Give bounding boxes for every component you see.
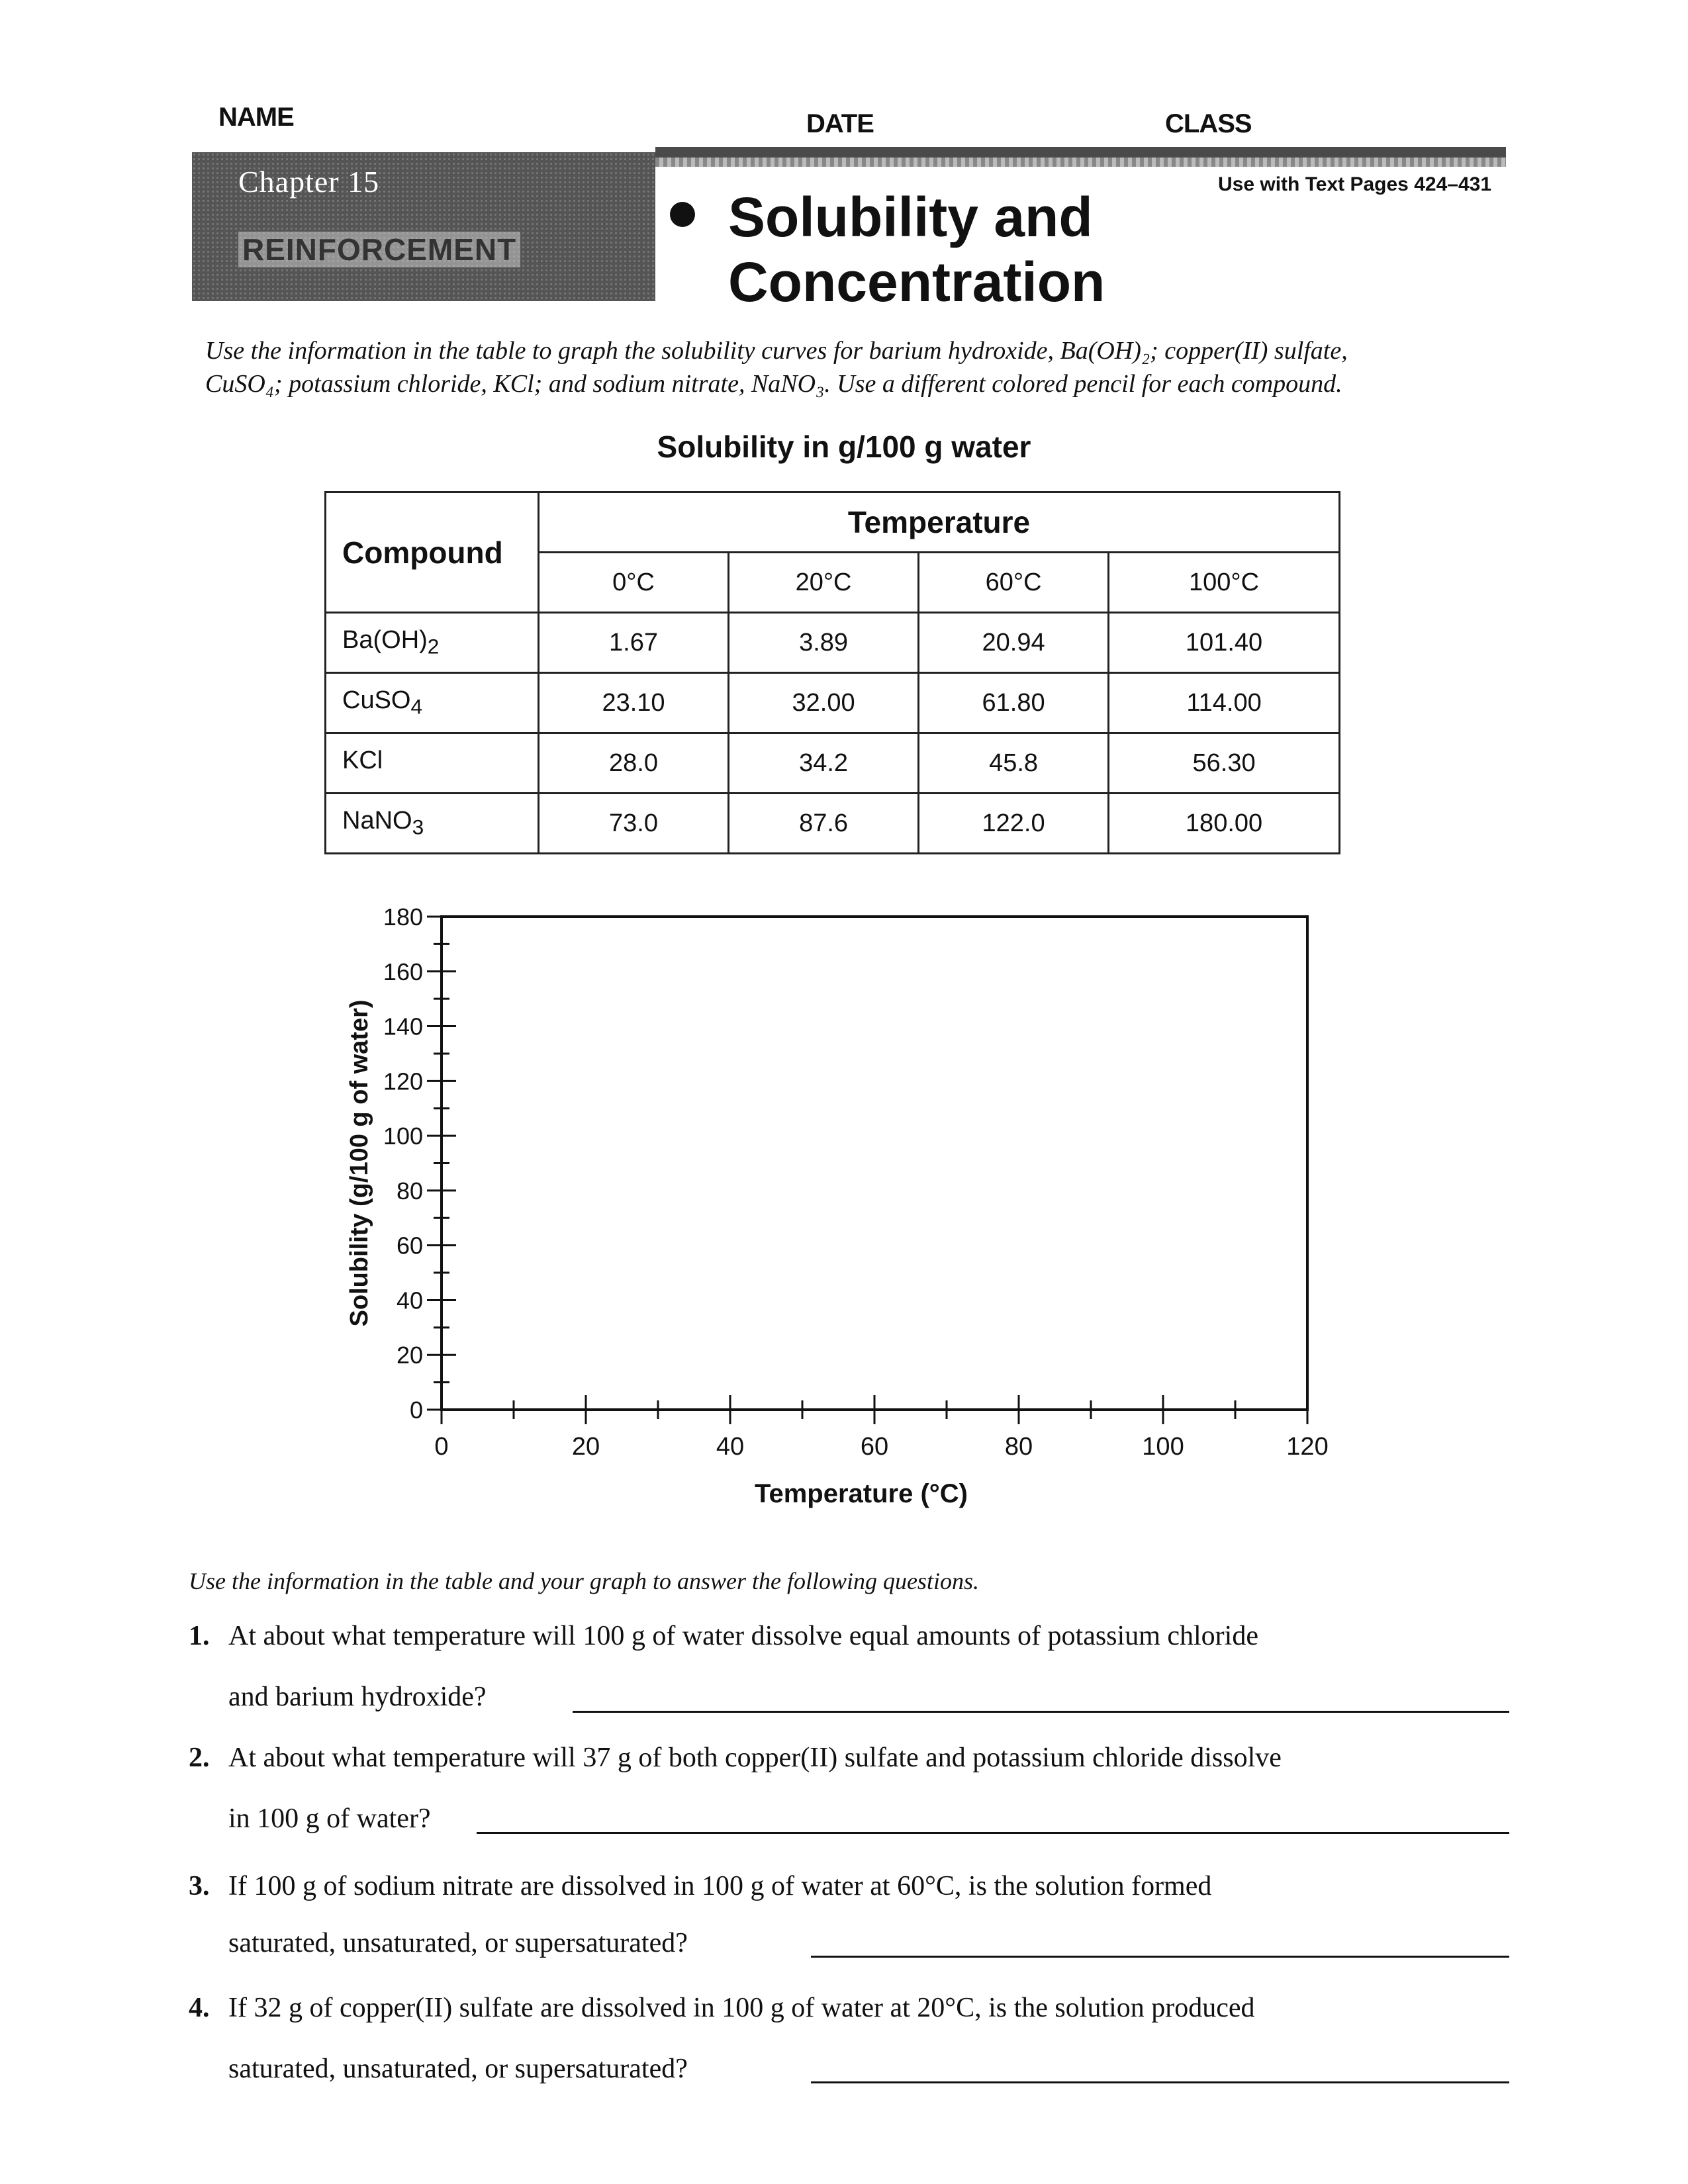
- table-cell: 180.00: [1109, 794, 1340, 854]
- table-cell: 56.30: [1109, 733, 1340, 794]
- question-number: 3.: [189, 1871, 210, 1901]
- table-cell: 87.6: [729, 794, 919, 854]
- x-tick-label: 20: [571, 1433, 600, 1461]
- question-number: 1.: [189, 1621, 210, 1651]
- table-cell: 61.80: [919, 673, 1109, 733]
- x-tick-label: 40: [716, 1433, 745, 1461]
- table-cell: 20.94: [919, 613, 1109, 673]
- question-number: 2.: [189, 1743, 210, 1773]
- question-text: and barium hydroxide?: [228, 1682, 487, 1712]
- page-title-line1: Solubility and: [728, 186, 1093, 248]
- x-tick-label: 80: [1004, 1433, 1033, 1461]
- text-pages-note: Use with Text Pages 424–431: [1218, 173, 1491, 195]
- question-text: At about what temperature will 100 g of water dissolve equal amounts of potassium chloride: [228, 1621, 1258, 1651]
- table-cell: 101.40: [1109, 613, 1340, 673]
- x-tick-label: 60: [860, 1433, 889, 1461]
- question-text: At about what temperature will 37 g of both copper(II) sulfate and potassium chloride dissolve: [228, 1743, 1282, 1773]
- questions-intro: Use the information in the table and your graph to answer the following questions.: [189, 1568, 979, 1594]
- question-text: saturated, unsaturated, or supersaturated?: [228, 2054, 688, 2084]
- question-text: in 100 g of water?: [228, 1803, 431, 1834]
- x-tick-label: 0: [434, 1433, 449, 1461]
- answer-line-2[interactable]: [477, 1832, 1509, 1834]
- question-text: saturated, unsaturated, or supersaturated?: [228, 1928, 688, 1958]
- y-tick-label: 100: [383, 1122, 423, 1150]
- y-tick-label: 140: [383, 1013, 423, 1040]
- answer-line-3[interactable]: [811, 1956, 1509, 1958]
- plot-frame: [442, 917, 1307, 1410]
- y-tick-label: 40: [396, 1287, 423, 1314]
- table-cell: 73.0: [539, 794, 729, 854]
- section-label: REINFORCEMENT: [238, 232, 520, 267]
- column-header: 60°C: [919, 553, 1109, 613]
- compound-name: CuSO$_4$: [326, 673, 539, 733]
- table-cell: 3.89: [729, 613, 919, 673]
- page-title-line2: Concentration: [728, 251, 1105, 313]
- answer-line-4[interactable]: [811, 2081, 1509, 2083]
- y-tick-label: 180: [383, 903, 423, 931]
- class-label: CLASS: [1165, 109, 1252, 138]
- instructions-line1: Use the information in the table to graph the solubility curves for barium hydroxide, Ba(OH)₂; copper(II) sulfate,: [205, 337, 1348, 365]
- table-cell: 34.2: [729, 733, 919, 794]
- table-cell: 23.10: [539, 673, 729, 733]
- instructions-line2: CuSO₄; potassium chloride, KCl; and sodium nitrate, NaNO₃. Use a different colored pencil for each compound.: [205, 370, 1342, 398]
- x-tick-label: 120: [1286, 1433, 1329, 1461]
- x-tick-label: 100: [1142, 1433, 1184, 1461]
- compound-header: Compound: [326, 492, 539, 613]
- column-header: 20°C: [729, 553, 919, 613]
- y-tick-label: 160: [383, 958, 423, 985]
- y-tick-label: 0: [409, 1396, 423, 1424]
- compound-name: $Ba(OH)_2$: [326, 613, 539, 673]
- question-number: 4.: [189, 1993, 210, 2023]
- answer-line-1[interactable]: [573, 1711, 1509, 1713]
- y-tick-label: 80: [396, 1177, 423, 1205]
- y-tick-label: 120: [383, 1068, 423, 1095]
- compound-name: NaNO$_3$: [326, 794, 539, 854]
- column-header: 0°C: [539, 553, 729, 613]
- table-title: Solubility in g/100 g water: [657, 430, 1031, 464]
- question-text: If 32 g of copper(II) sulfate are dissolved in 100 g of water at 20°C, is the solution produced: [228, 1993, 1255, 2023]
- table-cell: 45.8: [919, 733, 1109, 794]
- question-text: If 100 g of sodium nitrate are dissolved in 100 g of water at 60°C, is the solution formed: [228, 1871, 1212, 1901]
- y-tick-label: 60: [396, 1232, 423, 1259]
- column-header: 100°C: [1109, 553, 1340, 613]
- table-cell: 32.00: [729, 673, 919, 733]
- compound-name: KCl: [326, 733, 539, 794]
- y-axis-label: Solubility (g/100 g of water): [346, 999, 373, 1327]
- name-label: NAME: [218, 103, 294, 132]
- table-cell: 114.00: [1109, 673, 1340, 733]
- table-cell: 28.0: [539, 733, 729, 794]
- date-label: DATE: [806, 109, 874, 138]
- table-cell: 1.67: [539, 613, 729, 673]
- chapter-number: Chapter 15: [238, 165, 380, 199]
- x-axis-label: Temperature (°C): [755, 1479, 968, 1508]
- table-cell: 122.0: [919, 794, 1109, 854]
- y-tick-label: 20: [396, 1342, 423, 1369]
- temperature-header: Temperature: [539, 492, 1340, 553]
